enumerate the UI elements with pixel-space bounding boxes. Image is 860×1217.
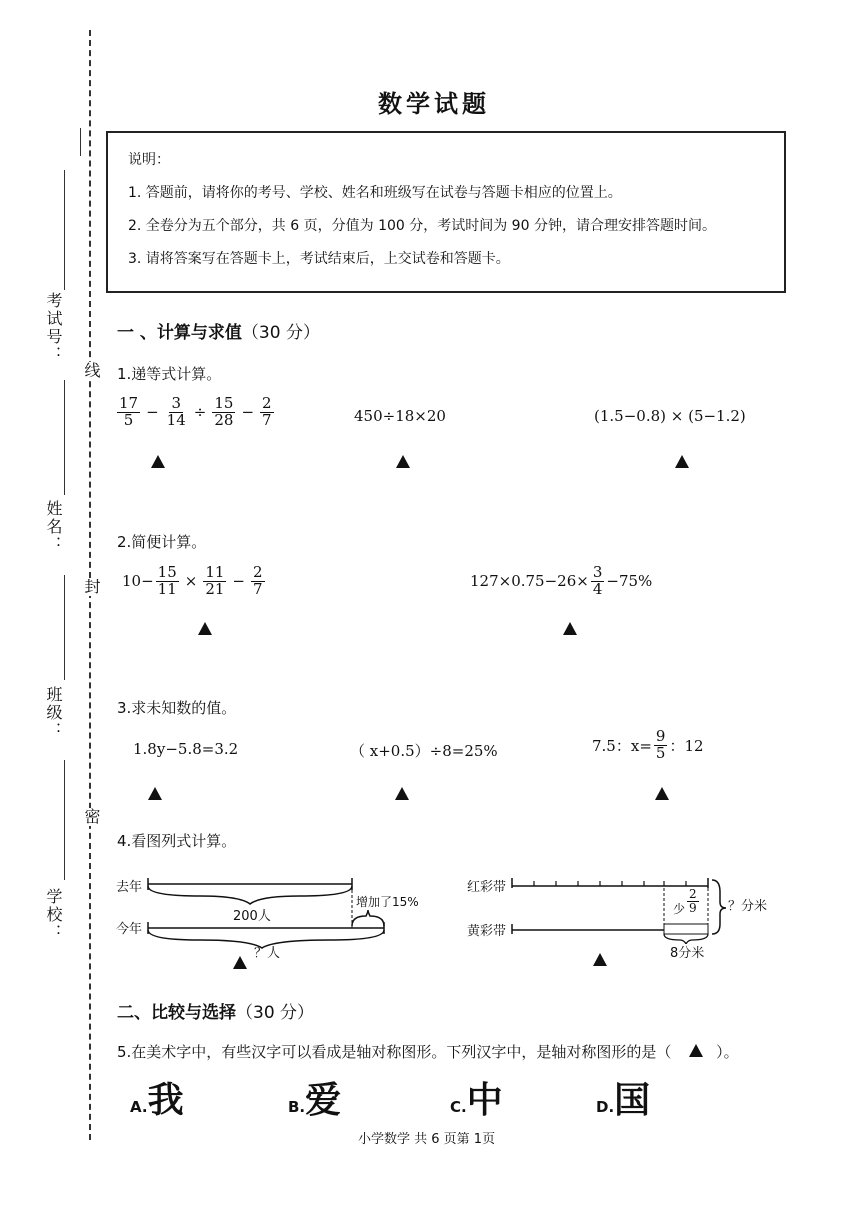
answer-mark-icon [233,956,247,969]
answer-mark-icon [593,953,607,966]
total-length-brace [712,880,726,934]
fraction: $\frac{3}{14}$ [166,394,186,429]
q4-this-year-label: 今年 [116,922,143,937]
q4-yellow-ribbon-label: 黄彩带 [467,924,507,939]
section2-title: 二、比较与选择 [117,1003,236,1023]
exam-no-label: 考试号： [44,292,63,364]
q5-text: 5.在美术字中，有些汉字可以看成是轴对称图形。下列汉字中，是轴对称图形的是（ ）。 [117,1043,739,1061]
instruction-item: 3. 请将答案写在答题卡上，考试结束后，上交试卷和答题卡。 [128,251,510,267]
answer-mark-icon [198,622,212,635]
q4-right-diagram [508,872,728,944]
instructions-box [106,131,786,293]
answer-mark-icon [151,455,165,468]
answer-mark-icon [655,787,669,800]
option-b: B.爱 [288,1080,342,1121]
answer-mark-icon [396,455,410,468]
class-label: 班级： [44,686,63,740]
seal-dense-char: 密 [82,808,101,826]
increase-brace [352,910,384,926]
seal-seal-char: 封 [82,578,101,596]
q1-label: 1.递等式计算。 [117,365,222,383]
page-footer: 小学数学 共 6 页第 1页 [358,1132,496,1147]
q4-unknown-length-label: ？分米 [728,899,768,914]
option-d: D.国 [596,1080,651,1121]
fraction: $\frac{3}{4}$ [592,563,603,598]
answer-mark-icon [563,622,577,635]
fraction: $\frac{11}{21}$ [205,563,225,598]
fraction: $\frac{2}{7}$ [262,394,272,429]
q1-expr-a: $\frac{17}{5}$ − $\frac{3}{14}$ ÷ $\frac{15}{28}$ − $\frac{2}{7}$ [119,394,272,429]
red-ribbon-bar [512,878,708,888]
seal-line-char: 线 [82,362,101,380]
fraction: $\frac{2}{7}$ [253,563,263,598]
q3-expr-c: 7.5：x= $\frac{9}{5}$ ：12 [592,727,704,762]
q3-label: 3.求未知数的值。 [117,699,237,717]
fraction: $\frac{15}{28}$ [214,394,234,429]
q2-label: 2.简便计算。 [117,533,207,551]
q2-expr-a: 10− $\frac{15}{11}$ × $\frac{11}{21}$ − $\frac{2}{7}$ [122,563,263,598]
section1-title: 一 、计算与求值 [117,323,242,343]
section2-heading [117,998,314,1023]
school-label: 学校： [44,888,63,942]
unknown-brace [148,930,384,948]
q3-expr-a: 1.8y−5.8=3.2 [133,740,239,758]
q4-total-label: 200人 [233,909,271,924]
total-brace [148,886,352,904]
q4-left-diagram [140,870,400,950]
q4-unit-length-label: 8分米 [670,946,705,961]
page-title: 数学试题 [378,90,490,118]
q4-increase-label: 增加了15% [356,895,419,909]
fraction: $\frac{2}{9}$ [689,887,697,915]
answer-mark-icon [395,787,409,800]
q4-less-label: 少 [673,902,686,916]
q4-red-ribbon-label: 红彩带 [467,880,507,895]
section1-heading [117,318,320,343]
unit-length-brace [664,934,708,944]
fraction: $\frac{9}{5}$ [655,727,666,762]
q1-expr-b: 450÷18×20 [354,407,446,425]
instructions-heading: 说明： [128,152,170,168]
instruction-item: 1. 答题前，请将你的考号、学校、姓名和班级写在试卷与答题卡相应的位置上。 [128,185,622,201]
q3-expr-b: （ x+0.5）÷8=25% [350,742,498,760]
fraction: $\frac{17}{5}$ [119,394,139,429]
section2-score: （30 分） [236,1003,315,1023]
q5-options [130,1072,690,1122]
q4-last-year-label: 去年 [116,880,143,895]
answer-mark-icon [689,1044,703,1057]
q5-answer-blank [676,1043,716,1061]
q4-label: 4.看图列式计算。 [117,832,237,850]
exam-no-line [64,170,65,290]
name-label: 姓名： [44,500,63,554]
option-c: C.中 [450,1080,503,1121]
section1-score: （30 分） [241,323,320,343]
school-line [64,760,65,880]
answer-mark-icon [675,455,689,468]
binding-tick [80,128,81,156]
class-line [64,575,65,680]
fraction: $\frac{15}{11}$ [157,563,177,598]
answer-mark-icon [148,787,162,800]
instruction-item: 2. 全卷分为五个部分，共 6 页，分值为 100 分，考试时间为 90 分钟，请合理安排答题时间。 [128,218,716,234]
q2-expr-b: 127×0.75−26× $\frac{3}{4}$ −75% [470,563,653,598]
name-line [64,380,65,495]
q4-unknown-people-label: ？人 [254,946,281,961]
q1-expr-c: (1.5−0.8) × (5−1.2) [594,407,746,425]
option-a: A.我 [130,1080,184,1121]
